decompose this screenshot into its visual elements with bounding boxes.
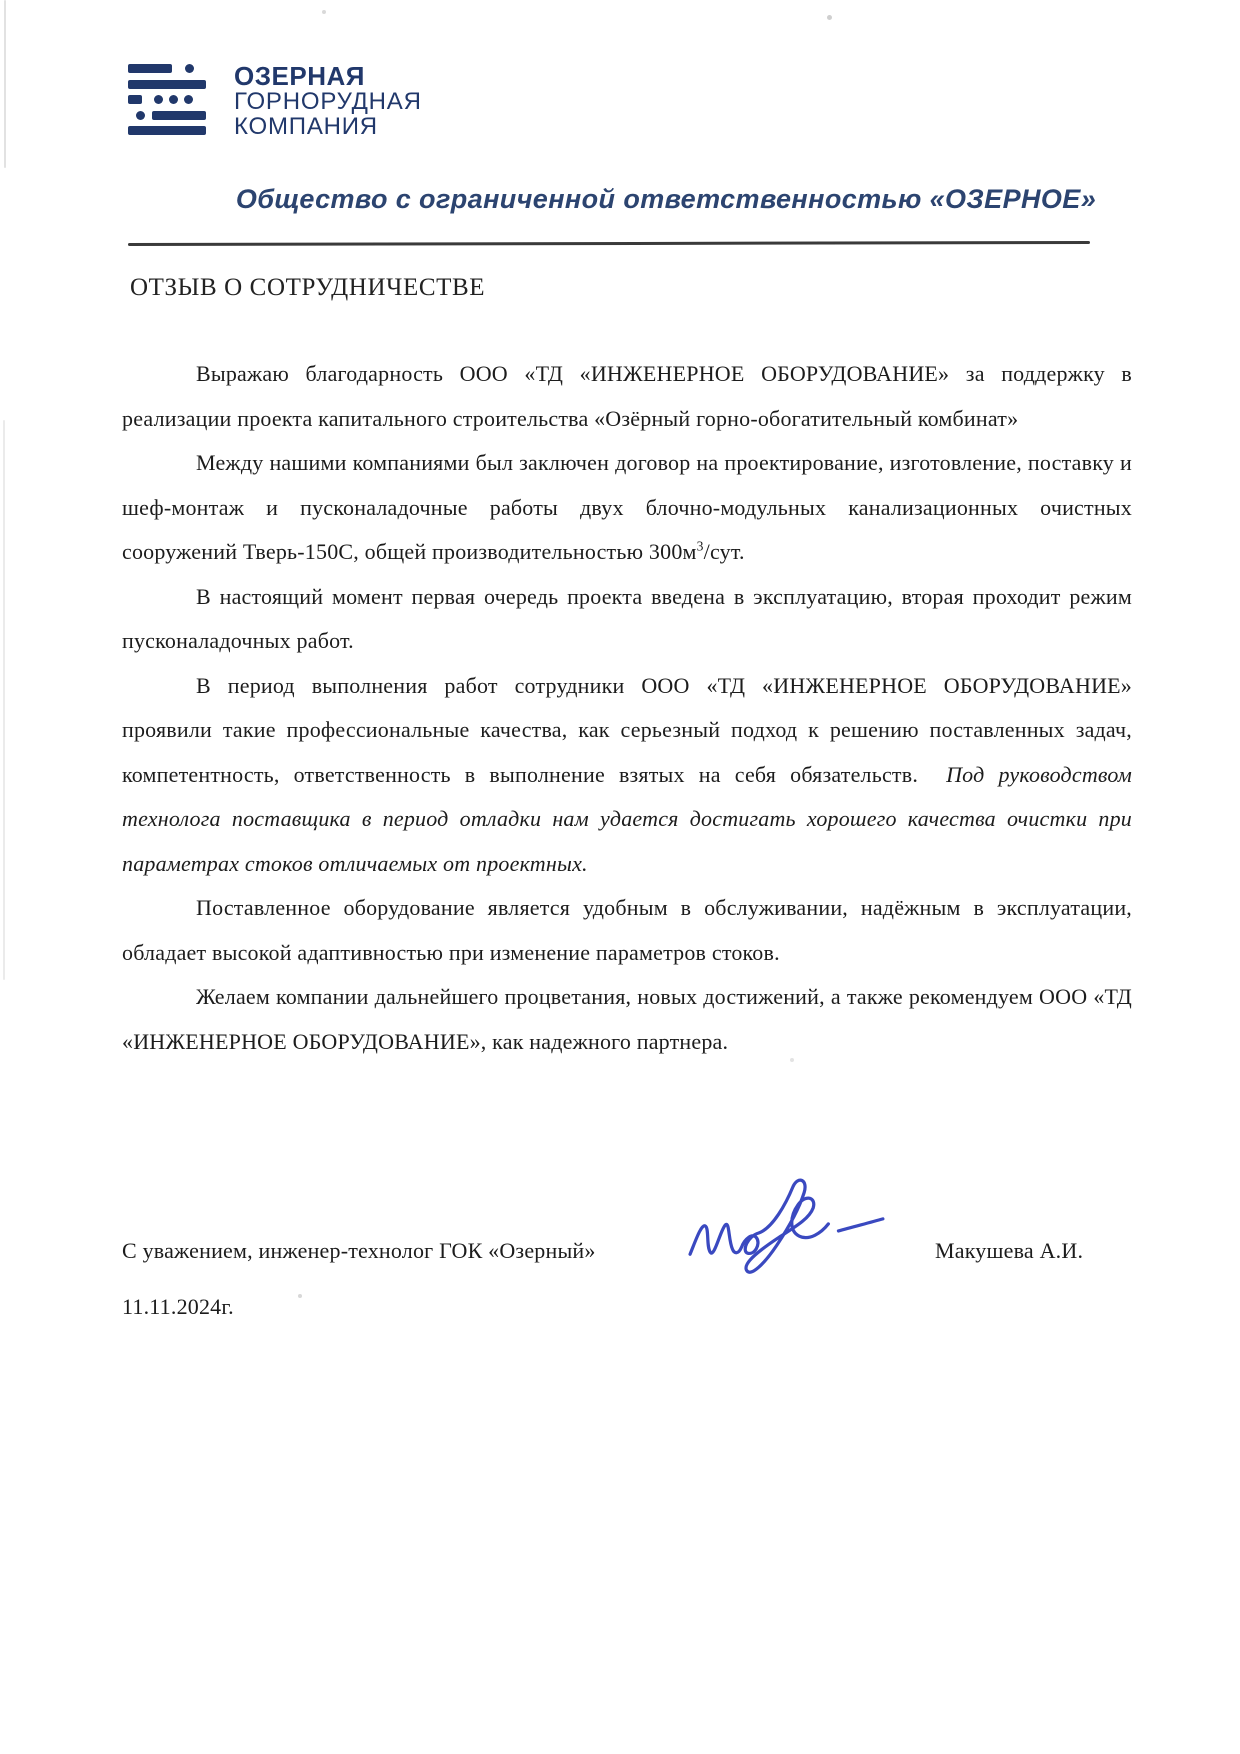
logo-dot bbox=[184, 95, 193, 104]
logo-line-1: ОЗЕРНАЯ bbox=[234, 61, 365, 91]
closing-line: С уважением, инженер-технолог ГОК «Озерный» bbox=[122, 1238, 596, 1263]
document-date: 11.11.2024г. bbox=[122, 1294, 234, 1319]
paragraph-text: Выражаю благодарность ООО «ТД «ИНЖЕНЕРНОЕ ОБОРУДОВАНИЕ» за поддержку в реализации проекта капитального строительства «Озёрный горно-обогатительный комбинат» bbox=[122, 361, 1132, 431]
scan-edge-artifact bbox=[4, 0, 6, 168]
paragraph-text: В настоящий момент первая очередь проекта введена в эксплуатацию, вторая проходит режим пусконаладочных работ. bbox=[122, 583, 1132, 653]
paragraph-gratitude bbox=[122, 352, 1132, 441]
logo-bar bbox=[128, 64, 172, 73]
logo-dot bbox=[136, 111, 145, 120]
paragraph-text: /сут. bbox=[703, 539, 745, 564]
company-logo-text bbox=[234, 61, 422, 140]
paragraph-text: В период выполнения работ сотрудники ООО «ТД «ИНЖЕНЕРНОЕ ОБОРУДОВАНИЕ» проявили такие профессиональные качества, как серьезный подход к решению поставленных задач, компетентность, ответственность в выполнение взятых на себя обязательств. bbox=[122, 672, 1132, 787]
logo-bar bbox=[128, 126, 206, 135]
logo-line-2: ГОРНОРУДНАЯ bbox=[234, 88, 422, 115]
paragraph-text: Желаем компании дальнейшего процветания, новых достижений, а также рекомендуем ООО «ТД «ИНЖЕНЕРНОЕ ОБОРУДОВАНИЕ», как надежного партнера. bbox=[122, 984, 1132, 1054]
paragraph-text: Поставленное оборудование является удобным в обслуживании, надёжным в эксплуатации, обладает высокой адаптивностью при изменение параметров стоков. bbox=[122, 895, 1132, 965]
company-heading-text: Общество с ограниченной ответственностью «ОЗЕРНОЕ» bbox=[235, 184, 1097, 214]
company-logo-icon bbox=[128, 64, 210, 135]
paragraph-text: Между нашими компаниями был заключен договор на проектирование, изготовление, поставку и шеф-монтаж и пусконаладочные работы двух блочно-модульных канализационных очистных сооружений Тверь-150С, общей производительностью 300м bbox=[122, 450, 1132, 564]
company-heading bbox=[0, 184, 1240, 215]
header-divider bbox=[128, 241, 1090, 246]
letter-body bbox=[122, 352, 1132, 1064]
paragraph-qualities bbox=[122, 664, 1132, 887]
logo-dot bbox=[169, 95, 178, 104]
scan-speck bbox=[298, 1294, 302, 1298]
logo-bar bbox=[128, 95, 142, 104]
paragraph-equipment bbox=[122, 886, 1132, 975]
scan-speck bbox=[322, 10, 326, 14]
paragraph-text-italic: Под руководством технолога поставщика в период отладки нам удается достигать хорошего качества очистки при параметрах стоков отличаемых от проектных. bbox=[122, 761, 1132, 876]
paragraph-recommendation bbox=[122, 975, 1132, 1064]
scan-edge-artifact bbox=[3, 420, 5, 980]
signature-autograph bbox=[684, 1176, 896, 1290]
logo-line-3: КОМПАНИЯ bbox=[234, 113, 378, 140]
paragraph-status bbox=[122, 575, 1132, 664]
logo-dot bbox=[154, 95, 163, 104]
logo-bar bbox=[152, 111, 206, 120]
logo-dot bbox=[185, 64, 194, 73]
document-title: ОТЗЫВ О СОТРУДНИЧЕСТВЕ bbox=[130, 274, 486, 301]
scan-speck bbox=[827, 15, 832, 20]
logo-bar bbox=[128, 80, 206, 89]
superscript-cubic: 3 bbox=[696, 538, 704, 554]
paragraph-contract bbox=[122, 441, 1132, 575]
signer-name: Макушева А.И. bbox=[935, 1238, 1084, 1263]
